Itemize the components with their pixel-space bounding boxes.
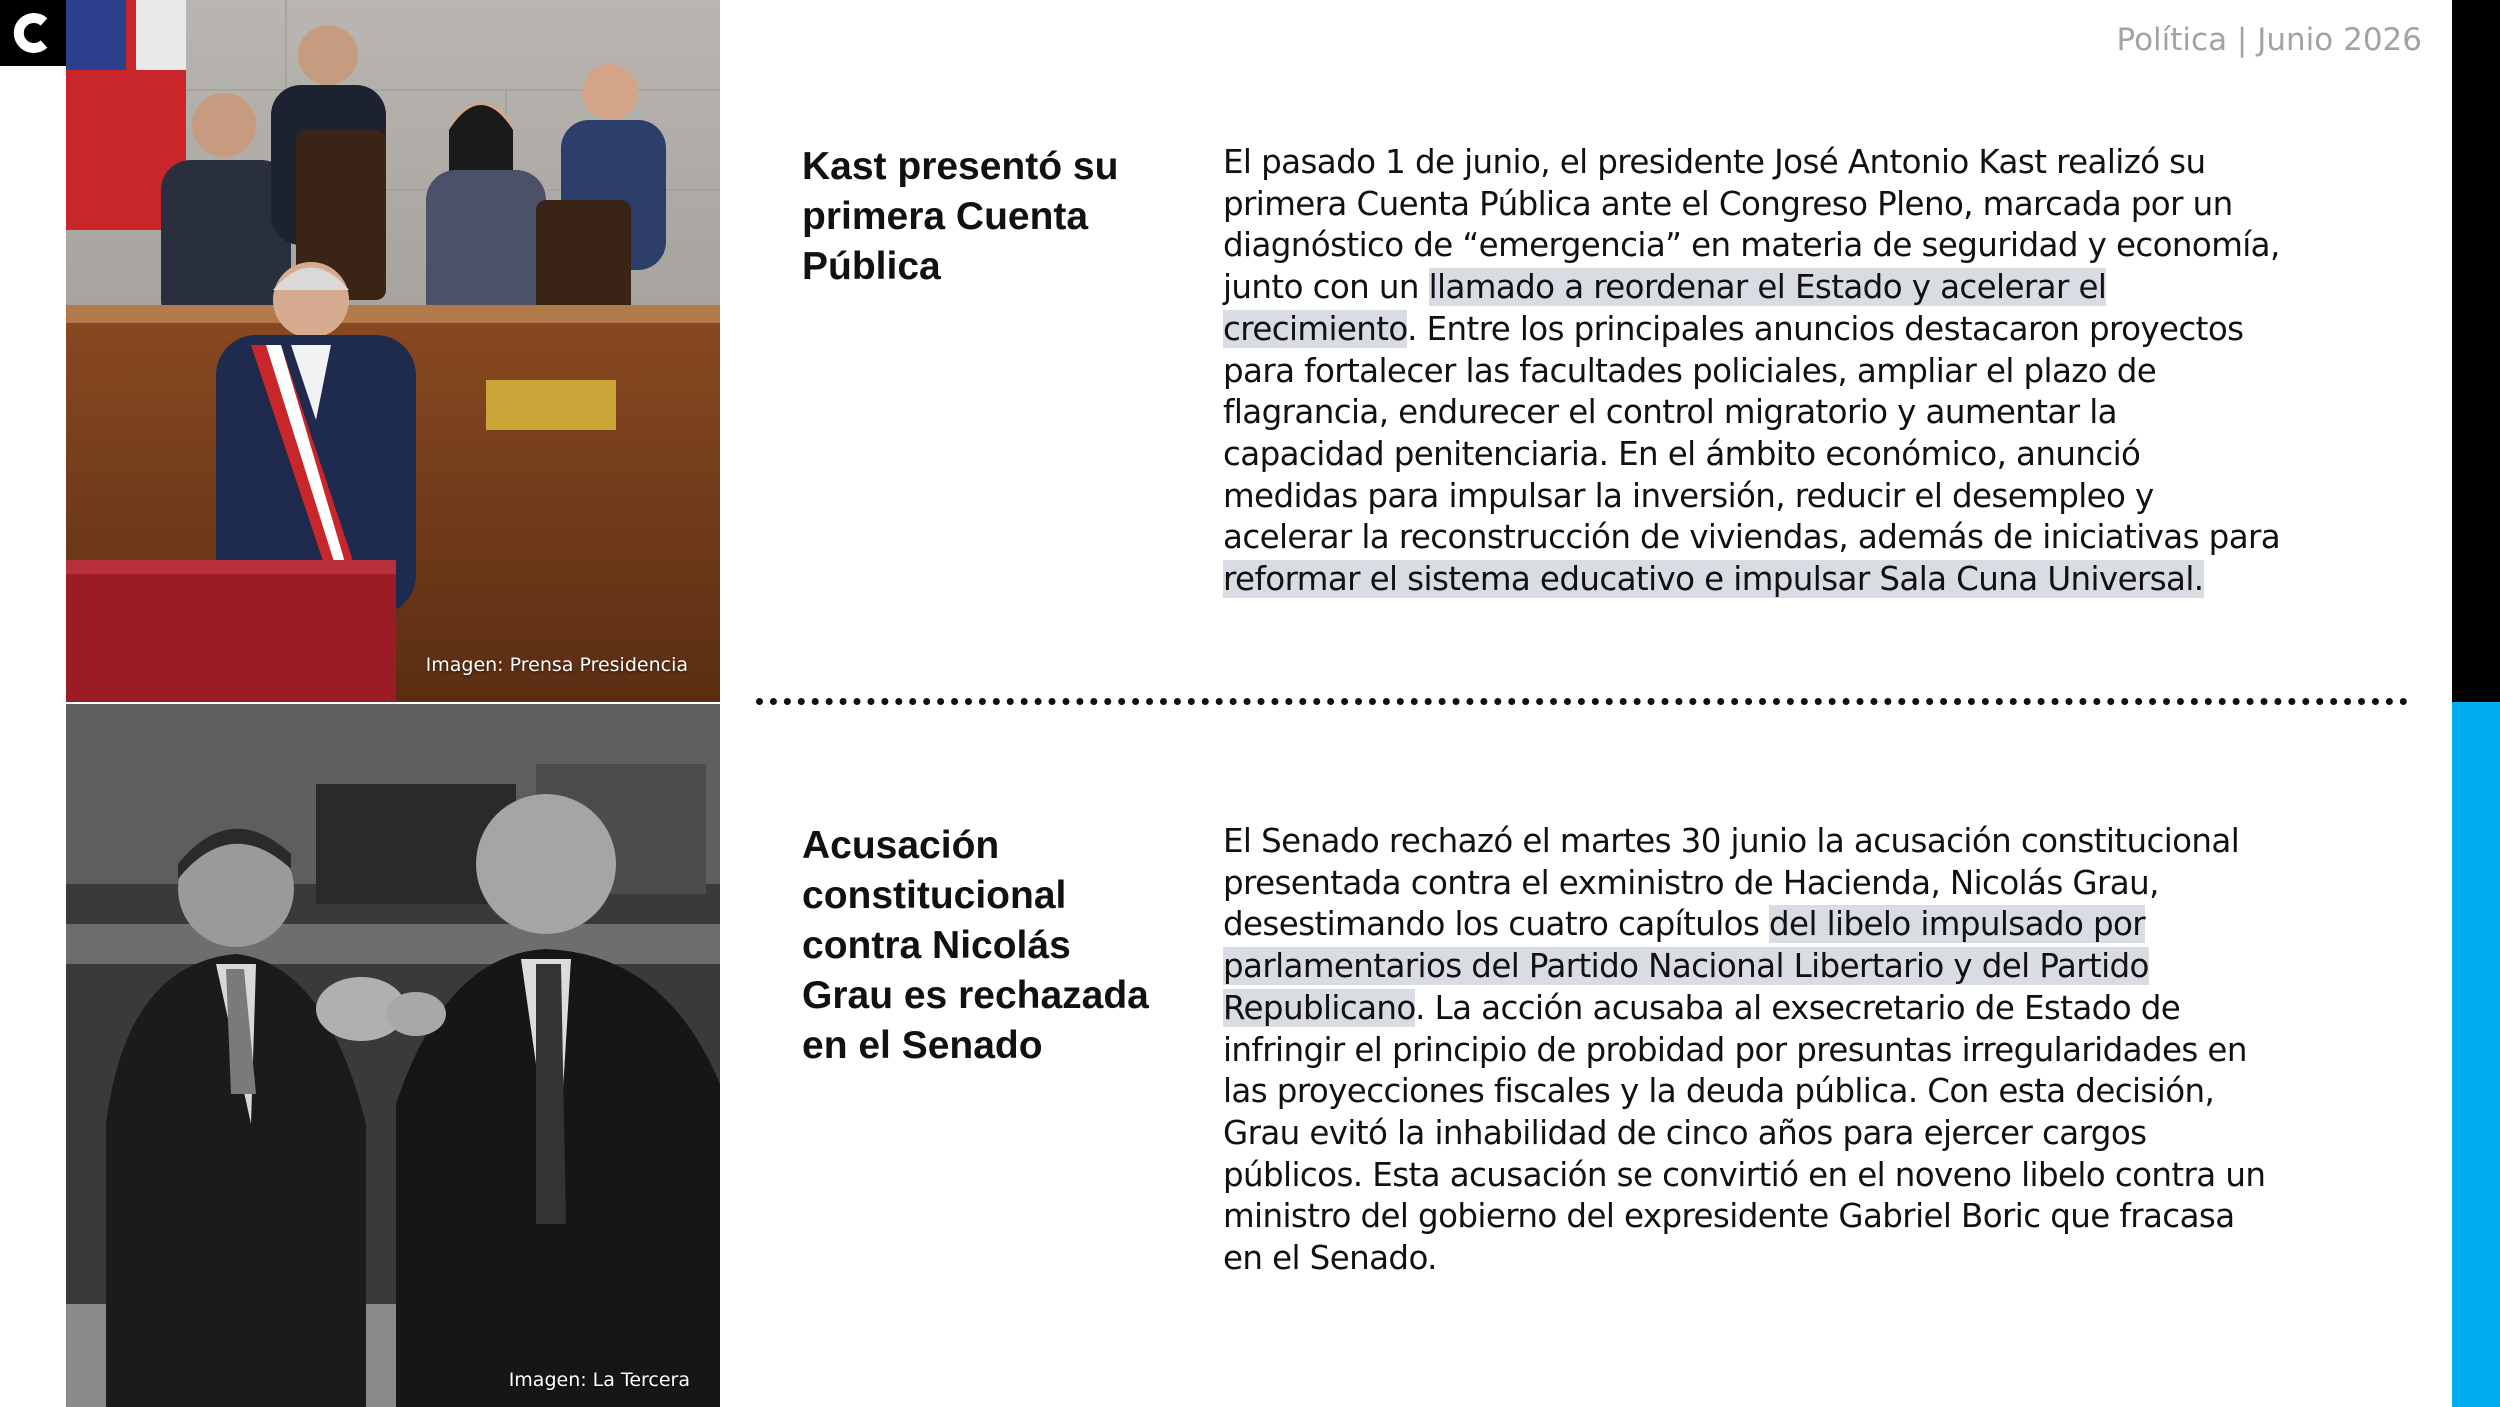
accent-bar-top	[2452, 0, 2500, 702]
article-body	[1223, 142, 2283, 601]
image-credit: Imagen: Prensa Presidencia	[425, 654, 688, 676]
article-title: Kast presentó su primera Cuenta Pública	[802, 145, 1119, 288]
section-date-label: Política | Junio 2026	[2116, 22, 2422, 58]
photo-illustration	[66, 704, 720, 1407]
body-text: El Senado rechazó el martes 30 junio la acusación constitucional presentada contra el exministro de Hacienda, Nicolás Grau, desestimando los cuatro capítulos	[1223, 822, 2240, 944]
article-photo-senado	[66, 704, 720, 1407]
accent-bar-bottom	[2452, 702, 2500, 1407]
highlighted-text: reformar el sistema educativo e impulsar Sala Cuna Universal.	[1223, 560, 2204, 599]
c-logo-icon	[10, 10, 56, 56]
highlighted-text: llamado a reordenar el Estado y acelerar el crecimiento	[1223, 268, 2107, 348]
body-text: . La acción acusaba al exsecretario de Estado de infringir el principio de probidad por presuntas irregularidades en las proyecciones fiscales y la deuda pública. Con esta decisión, Grau evitó la inhabilidad de cinco años para ejercer cargos públicos. Esta acusación se convirtió en el noveno libelo contra un ministro del gobierno del expresidente Gabriel Boric que fracasa en el Senado.	[1223, 988, 2266, 1278]
body-text: . Entre los principales anuncios destacaron proyectos para fortalecer las facultades policiales, ampliar el plazo de flagrancia, endurecer el control migratorio y aumentar la capacidad penitenciaria. En el ámbito económico, anunció medidas para impulsar la inversión, reducir el desempleo y acelerar la reconstrucción de viviendas, además de iniciativas para	[1223, 309, 2281, 557]
body-text: El pasado 1 de junio, el presidente José Antonio Kast realizó su primera Cuenta Pública ante el Congreso Pleno, marcada por un diagnóstico de “emergencia” en materia de seguridad y economía, junto con un	[1223, 143, 2280, 307]
article-body	[1223, 821, 2283, 1280]
brand-logo[interactable]	[0, 0, 66, 66]
dotted-divider	[756, 698, 2408, 705]
highlighted-text: del libelo impulsado por parlamentarios del Partido Nacional Libertario y del Partido Republicano	[1223, 905, 2149, 1027]
photo-illustration	[66, 0, 720, 702]
image-credit: Imagen: La Tercera	[508, 1369, 690, 1391]
article-title: Acusación constitucional contra Nicolás Grau es rechazada en el Senado	[802, 824, 1149, 1067]
article-photo-cuenta-publica	[66, 0, 720, 702]
